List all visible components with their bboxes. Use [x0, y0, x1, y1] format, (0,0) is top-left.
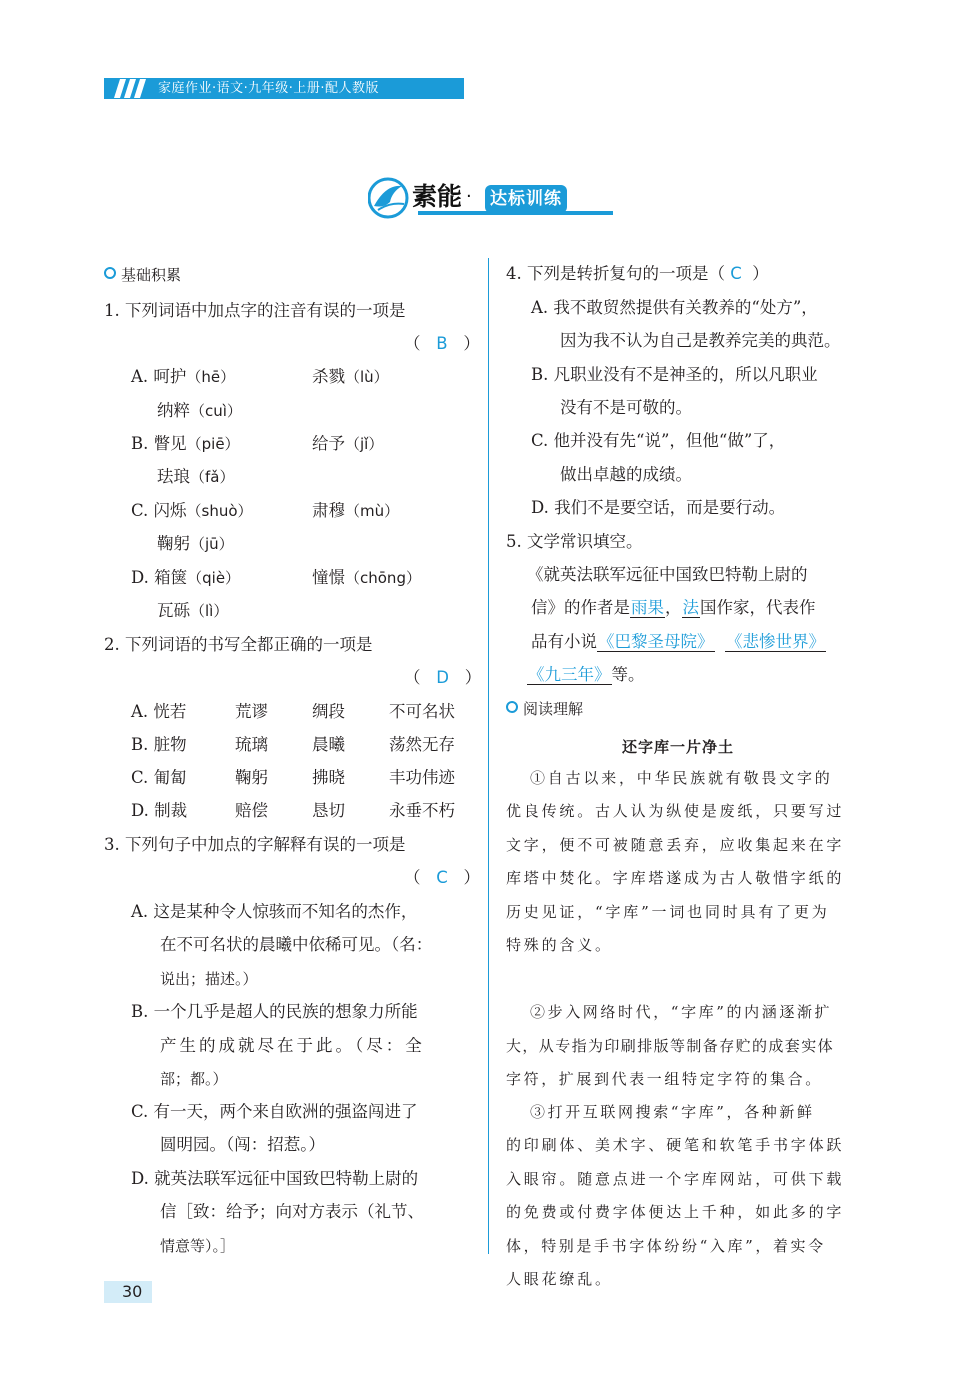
ring-icon: [506, 701, 518, 713]
q5-blank-work2: 《悲惨世界》: [726, 632, 825, 651]
pinyin: （jū）: [190, 535, 234, 553]
q4-option-a-line2: 因为我不认为自己是教养完美的典范。: [560, 331, 841, 350]
pinyin: （cuì）: [190, 402, 242, 420]
q5-blank-work1: 《巴黎圣母院》: [598, 632, 714, 651]
q2-row-b-3: 晨曦: [312, 735, 345, 754]
q5-text: 等。: [611, 665, 645, 684]
q3-option-d-line3: 情意等）。］: [160, 1237, 236, 1255]
q3-option-b-line1: B. 一个几乎是超人的民族的想象力所能: [131, 1002, 418, 1021]
q4-stem-text: 4. 下列是转折复句的一项是（: [506, 264, 725, 283]
reading-line: 的免费或付费字体便达上千种，如此多的字: [506, 1203, 845, 1221]
breadcrumb: 家庭作业·语文·九年级·上册·配人教版: [158, 81, 380, 96]
q3-option-c-line1: C. 有一天，两个来自欧洲的强盗闯进了: [131, 1102, 418, 1121]
q5-stem: 5. 文学常识填空。: [506, 532, 643, 551]
q3-option-a-line1: A. 这是某种令人惊骇而不知名的杰作，: [131, 902, 418, 921]
q3-option-c-line2: 圆明园。（闯：招惹。）: [160, 1135, 325, 1154]
q4-close: ）: [752, 264, 769, 283]
pinyin: （hē）: [186, 368, 236, 386]
q3-option-b-line2: 产生的成就尽在于此。（尽：全: [160, 1036, 425, 1055]
page-number: 30: [122, 1282, 143, 1301]
ring-icon: [104, 267, 116, 279]
q3-option-d-line2: 信［致：给予；向对方表示（礼节、: [160, 1202, 424, 1221]
q5-text: 信》的作者是: [531, 598, 630, 617]
q2-row-c-2: 鞠躬: [235, 768, 268, 787]
q2-row-a-3: 绸段: [312, 702, 345, 721]
q2-row-a-1: A. 恍若: [131, 702, 187, 721]
pinyin: （qiè）: [187, 569, 241, 587]
pinyin: （piē）: [186, 435, 240, 453]
reading-line: 库塔中焚化。字库塔遂成为古人敬惜字纸的: [506, 869, 845, 887]
q2-row-c-3: 拂晓: [312, 768, 345, 787]
q1-option-a3: [157, 400, 242, 422]
q2-row-c-4: 丰功伟迹: [389, 768, 455, 787]
section-heading-basics: [104, 265, 181, 285]
q4-option-b-line2: 没有不是可敬的。: [560, 398, 692, 417]
banner-subtitle: 达标训练: [485, 185, 567, 213]
reading-line: 文字，便不可被随意丢弃，应收集起来在字: [506, 836, 845, 854]
q4-option-d: D. 我们不是要空话，而是要行动。: [531, 498, 786, 517]
reading-line: 体，特别是手书字体纷纷“入库”，着实令: [506, 1237, 826, 1255]
reading-line: 优良传统。古人认为纵使是废纸，只要写过: [506, 802, 845, 820]
q3-answer-bracket: （ C ）: [404, 868, 481, 887]
word: 珐琅: [157, 467, 190, 486]
q1-stem: 1. 下列词语中加点字的注音有误的一项是: [104, 301, 406, 320]
pinyin: （lì）: [190, 602, 229, 620]
q3-option-b-line3: 部；都。）: [160, 1070, 228, 1088]
page-number-box: [104, 1281, 152, 1303]
q5-blank-country: 法: [682, 598, 699, 617]
reading-title: 还字库一片净土: [622, 738, 735, 756]
q1-option-a1: [131, 366, 235, 388]
banner-title: 素能: [412, 182, 463, 211]
reading-line: ①自古以来，中华民族就有敬畏文字的: [530, 769, 833, 787]
q3-option-a-line2: 在不可名状的晨曦中依稀可见。（名：: [160, 935, 433, 954]
q2-row-d-4: 永垂不朽: [389, 801, 455, 820]
q5-line4: [527, 664, 645, 686]
q1-option-b1: [131, 433, 240, 455]
banner-rule: [418, 211, 613, 215]
column-divider: [488, 258, 489, 1254]
word: C. 闪烁: [131, 501, 187, 520]
word: 给予: [312, 434, 345, 453]
reading-line: 字符，扩展到代表一组特定字符的集合。: [506, 1070, 823, 1088]
q1-answer: B: [436, 334, 448, 353]
pinyin: （fǎ）: [190, 468, 235, 486]
q3-option-d-line1: D. 就英法联军远征中国致巴特勒上尉的: [131, 1169, 419, 1188]
q4-option-c-line2: 做出卓越的成绩。: [560, 465, 692, 484]
reading-line: 人眼花缭乱。: [506, 1270, 613, 1288]
q2-row-c-1: C. 匍匐: [131, 768, 187, 787]
reading-line: ③打开互联网搜索“字库”，各种新鲜: [530, 1103, 815, 1121]
banner-dot: ·: [466, 186, 472, 207]
word: D. 箱箧: [131, 568, 188, 587]
pinyin: （jǐ）: [345, 435, 384, 453]
q5-line2: [531, 597, 816, 619]
q1-option-c1: [131, 500, 253, 522]
q5-text: ，: [665, 598, 682, 617]
pinyin: （mù）: [345, 502, 400, 520]
q1-option-d3: [157, 600, 228, 622]
q2-stem: 2. 下列词语的书写全都正确的一项是: [104, 635, 373, 654]
q2-row-a-4: 不可名状: [389, 702, 455, 721]
q2-row-b-1: B. 脏物: [131, 735, 187, 754]
q1-option-c2: [312, 500, 399, 522]
pinyin: （chōng）: [345, 569, 421, 587]
word: 纳粹: [157, 401, 190, 420]
q4-option-b-line1: B. 凡职业没有不是神圣的，所以凡职业: [531, 365, 818, 384]
reading-line: 的印刷体、美术字、硬笔和软笔手书字体跃: [506, 1136, 845, 1154]
q2-answer-bracket: （ D ）: [404, 668, 482, 687]
q1-answer-bracket: （ B ）: [404, 334, 480, 353]
q2-row-b-2: 琉璃: [235, 735, 268, 754]
q2-row-d-3: 恳切: [312, 801, 345, 820]
pinyin: （shuò）: [186, 502, 253, 520]
q3-option-a-line3: 说出；描述。）: [160, 970, 258, 988]
stripes-icon: [108, 79, 148, 98]
word: 憧憬: [312, 568, 345, 587]
pinyin: （lù）: [345, 368, 389, 386]
q1-option-d2: [312, 567, 421, 589]
q4-option-c-line1: C. 他并没有先“说”，但他“做”了，: [531, 431, 786, 450]
section-heading-reading: [506, 699, 583, 719]
q5-text: 国作家，代表作: [700, 598, 816, 617]
reading-line: 大，从专指为印刷排版等制备存贮的成套实体: [506, 1037, 835, 1055]
q4-stem: [506, 263, 769, 285]
word: 肃穆: [312, 501, 345, 520]
q3-answer: C: [436, 868, 448, 887]
q2-row-b-4: 荡然无存: [389, 735, 455, 754]
section-label: 阅读理解: [523, 700, 584, 718]
q2-row-d-1: D. 制裁: [131, 801, 188, 820]
reading-line: 历史见证，“字库”一词也同时具有了更为: [506, 903, 830, 921]
q1-option-c3: [157, 533, 234, 555]
q2-row-d-2: 赔偿: [235, 801, 268, 820]
q4-option-a-line1: A. 我不敢贸然提供有关教养的“处方”，: [531, 298, 818, 317]
word: 瓦砾: [157, 601, 190, 620]
section-label: 基础积累: [121, 266, 182, 284]
q2-answer: D: [436, 668, 449, 687]
q5-text: 品有小说: [531, 632, 597, 651]
q5-blank-work3: 《九三年》: [528, 665, 611, 684]
q5-line3: [531, 631, 826, 653]
word: A. 呵护: [131, 367, 187, 386]
word: 鞠躬: [157, 534, 190, 553]
q4-answer: C: [730, 264, 742, 283]
q1-option-b2: [312, 433, 383, 455]
q1-option-d1: [131, 567, 240, 589]
reading-line: 入眼帘。随意点进一个字库网站，可供下载: [506, 1170, 845, 1188]
q1-option-b3: [157, 466, 234, 488]
q2-row-a-2: 荒谬: [235, 702, 268, 721]
word: 杀戮: [312, 367, 345, 386]
q5-blank-author: 雨果: [631, 598, 664, 617]
q3-stem: 3. 下列句子中加点的字解释有误的一项是: [104, 835, 406, 854]
reading-line: 特殊的含义。: [506, 936, 613, 954]
word: B. 瞥见: [131, 434, 187, 453]
q5-line1: 《就英法联军远征中国致巴特勒上尉的: [527, 565, 808, 584]
q1-option-a2: [312, 366, 389, 388]
reading-line: ②步入网络时代，“字库”的内涵逐渐扩: [530, 1003, 833, 1021]
